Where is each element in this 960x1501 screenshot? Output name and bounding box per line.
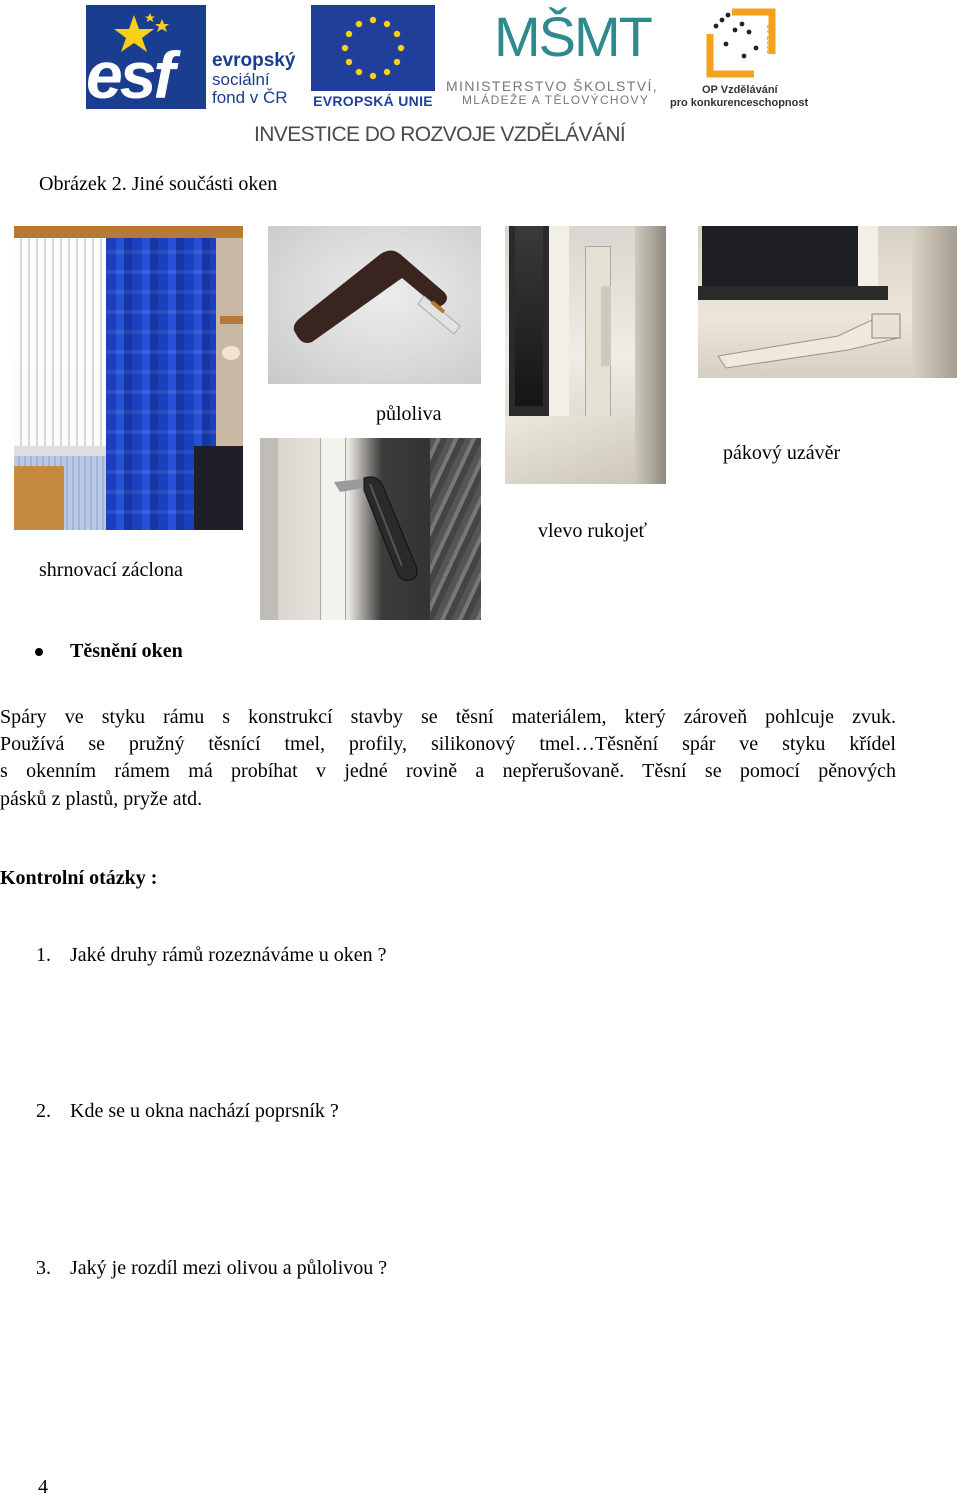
question-text: Jaký je rozdíl mezi olivou a půlolivou ? [70, 1257, 388, 1279]
question-text: Jaké druhy rámů rozeznáváme u oken ? [70, 944, 387, 966]
half-olive-photo [268, 226, 481, 384]
msmt-text-2: MLÁDEŽE A TĚLOVÝCHOVY [462, 93, 650, 107]
label-left-handle: vlevo rukojeť [538, 520, 648, 542]
msmt-mark: MŠMT [494, 5, 651, 68]
lever-icon [698, 226, 957, 378]
op-logo [670, 4, 810, 110]
paragraph-line: s okenním rámem má probíhat v jedné rovině a nepřerušovaně. Těsní se pomocí pěnových [0, 760, 896, 783]
paragraph-line: pásků z plastů, pryže atd. [0, 787, 203, 810]
handle-icon [260, 438, 481, 620]
label-half-olive: půloliva [376, 403, 442, 425]
bullet-dot [35, 648, 43, 656]
question-number: 3. [36, 1257, 51, 1279]
lever-lock-photo [698, 226, 957, 378]
left-handle-photo [505, 226, 666, 484]
op-text-2: pro konkurenceschopnost [670, 97, 809, 109]
esf-text-1: evropský [212, 50, 296, 71]
esf-mark: esf [86, 38, 173, 112]
section-paragraph [0, 704, 896, 813]
esf-text-3: fond v ČR [212, 88, 288, 107]
handle-icon [268, 226, 481, 384]
figure-caption: Obrázek 2. Jiné součásti oken [39, 173, 278, 195]
page-number: 4 [38, 1476, 48, 1498]
header-logos [0, 0, 960, 150]
label-curtain: shrnovací záclona [39, 559, 183, 581]
op-text-1: OP Vzdělávání [702, 84, 778, 96]
msmt-logo [446, 4, 662, 108]
msmt-text-1: MINISTERSTVO ŠKOLSTVÍ, [446, 78, 659, 94]
paragraph-line: Používá se pružný těsnící tmel, profily, silikonový tmel…Těsnění spár ve styku křídel [0, 733, 896, 756]
eu-stars-icon [311, 5, 435, 91]
paragraph-line: Spáry ve styku rámu s konstrukcí stavby se těsní materiálem, který zároveň pohlcuje zvuk. [0, 706, 896, 728]
esf-logo [86, 5, 308, 112]
header-tagline: INVESTICE DO ROZVOJE VZDĚLÁVÁNÍ [254, 123, 626, 146]
question-number: 1. [36, 944, 51, 966]
curtain-photo [14, 226, 243, 530]
label-lever-lock: pákový uzávěr [723, 442, 841, 464]
esf-text-2: sociální [212, 70, 270, 89]
window-handle-photo [260, 438, 481, 620]
op-years: 2007-13 [766, 24, 775, 54]
eu-label: EVROPSKÁ UNIE [313, 93, 433, 109]
question-number: 2. [36, 1100, 51, 1122]
questions-title: Kontrolní otázky : [0, 867, 158, 889]
question-text: Kde se u okna nachází poprsník ? [70, 1100, 339, 1122]
eu-logo [311, 5, 435, 109]
section-title: Těsnění oken [70, 640, 183, 662]
